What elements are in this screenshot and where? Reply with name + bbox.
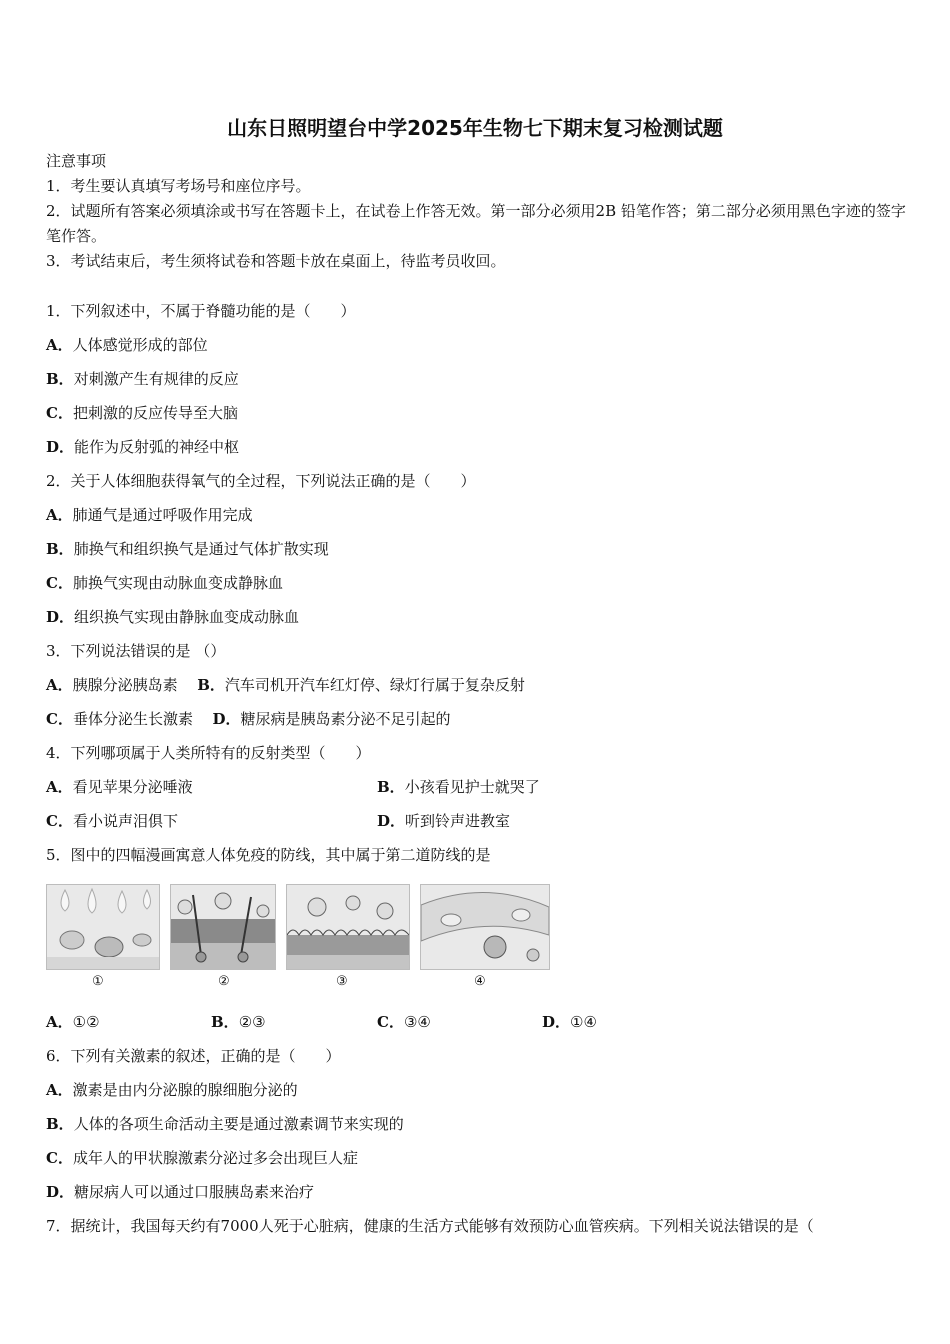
option-text: 把刺激的反应传导至大脑 [72,404,238,422]
notice-item: 3．考试结束后，考生须将试卷和答题卡放在桌面上，待监考员收回。 [46,252,506,270]
figure-label: ① [92,974,104,989]
option-label: D． [377,812,406,830]
option-text: 糖尿病人可以通过口服胰岛素来治疗 [74,1183,315,1201]
option-text: 肺换气和组织换气是通过气体扩散实现 [73,540,329,558]
option-label: B． [377,778,405,796]
option-text: ①② [72,1013,100,1031]
option-text: 看小说声泪俱下 [72,812,178,830]
option-label: C． [46,404,73,422]
option [377,810,510,831]
figure-label: ④ [474,974,486,989]
question-stem: 7．据统计，我国每天约有7000人死于心脏病，健康的生活方式能够有效预防心血管疾病。下列相关说法错误的是（ [46,1217,814,1235]
comic-panel-1 [46,884,160,970]
option [542,1011,597,1032]
option-label: D． [46,438,75,456]
option-label: A． [46,1013,73,1031]
question-stem: 5．图中的四幅漫画寓意人体免疫的防线，其中属于第二道防线的是 [46,846,491,864]
option-label: C． [46,710,73,728]
option [46,776,193,797]
option [46,810,178,831]
option-text: 激素是由内分泌腺的腺细胞分泌的 [72,1081,298,1099]
option-row [46,674,525,695]
option [46,1113,404,1134]
immune-defense-figure [46,884,550,994]
question-stem: 2．关于人体细胞获得氧气的全过程，下列说法正确的是（ ） [46,472,476,490]
option-text: 听到铃声进教室 [405,812,511,830]
option-text: 糖尿病是胰岛素分泌不足引起的 [240,710,451,728]
option [46,572,283,593]
option-text: 组织换气实现由静脉血变成动脉血 [74,608,300,626]
notice-section [46,149,908,274]
option [46,504,253,525]
option-text: 小孩看见护士就哭了 [404,778,540,796]
option-label: D． [212,710,241,728]
option [46,368,239,389]
option-label: C． [46,1149,73,1167]
option-text: ②③ [238,1013,266,1031]
option [46,606,299,627]
option-label: A． [46,336,73,354]
option [211,1011,266,1032]
option-text: ①④ [570,1013,597,1031]
option-label: A． [46,1081,73,1099]
option-label: D． [46,1183,75,1201]
comic-panel-3 [286,884,410,970]
option [377,776,540,797]
option-label: A． [46,506,73,524]
question-stem: 1．下列叙述中，不属于脊髓功能的是（ ） [46,302,356,320]
option-label: B． [46,540,74,558]
option [46,436,239,457]
option [46,1011,100,1032]
option-label: C． [377,1013,404,1031]
option-text: 看见苹果分泌唾液 [72,778,193,796]
option [46,334,208,355]
option-text: 成年人的甲状腺激素分泌过多会出现巨人症 [72,1149,358,1167]
option-text: 人体感觉形成的部位 [72,336,208,354]
option-label: A． [46,676,73,694]
question-stem: 4．下列哪项属于人类所特有的反射类型（ ） [46,744,371,762]
page-title: 山东日照明望台中学2025年生物七下期末复习检测试题 [227,116,723,140]
comic-panel-2 [170,884,276,970]
option-label: A． [46,778,73,796]
option [46,538,329,559]
option-label: B． [46,370,74,388]
option-label: C． [46,574,73,592]
comic-illustration [421,885,549,969]
option-label: C． [46,812,73,830]
option [46,1147,358,1168]
option-label: B． [211,1013,239,1031]
option-label: B． [197,676,225,694]
question-stem: 3．下列说法错误的是 （） [46,642,226,660]
option-row [46,708,451,729]
option-label: D． [542,1013,571,1031]
option-text: 能作为反射弧的神经中枢 [74,438,240,456]
comic-panel-4 [420,884,550,970]
figure-label: ③ [336,974,348,989]
comic-illustration [287,885,409,969]
question-stem: 6．下列有关激素的叙述，正确的是（ ） [46,1047,341,1065]
option-text: 肺换气实现由动脉血变成静脉血 [72,574,283,592]
option [377,1011,431,1032]
option-text: 人体的各项生命活动主要是通过激素调节来实现的 [73,1115,404,1133]
comic-illustration [171,885,275,969]
notice-item: 1．考生要认真填写考场号和座位序号。 [46,177,311,195]
notice-heading: 注意事项 [46,152,107,170]
option-text: 汽车司机开汽车红灯停、绿灯行属于复杂反射 [224,676,525,694]
option-text: 肺通气是通过呼吸作用完成 [72,506,253,524]
option-text: 对刺激产生有规律的反应 [73,370,239,388]
option [46,1079,298,1100]
figure-label: ② [218,974,230,989]
option [46,402,238,423]
notice-item: 2．试题所有答案必须填涂或书写在答题卡上，在试卷上作答无效。第一部分必须用2B 铅笔作答；第二部分必须用黑色字迹的签字笔作答。 [46,202,906,245]
option-text: 垂体分泌生长激素 [72,710,193,728]
option-label: B． [46,1115,74,1133]
option-text: ③④ [403,1013,431,1031]
comic-illustration [47,885,159,969]
option-label: D． [46,608,75,626]
option [46,1181,314,1202]
option-text: 胰腺分泌胰岛素 [72,676,178,694]
